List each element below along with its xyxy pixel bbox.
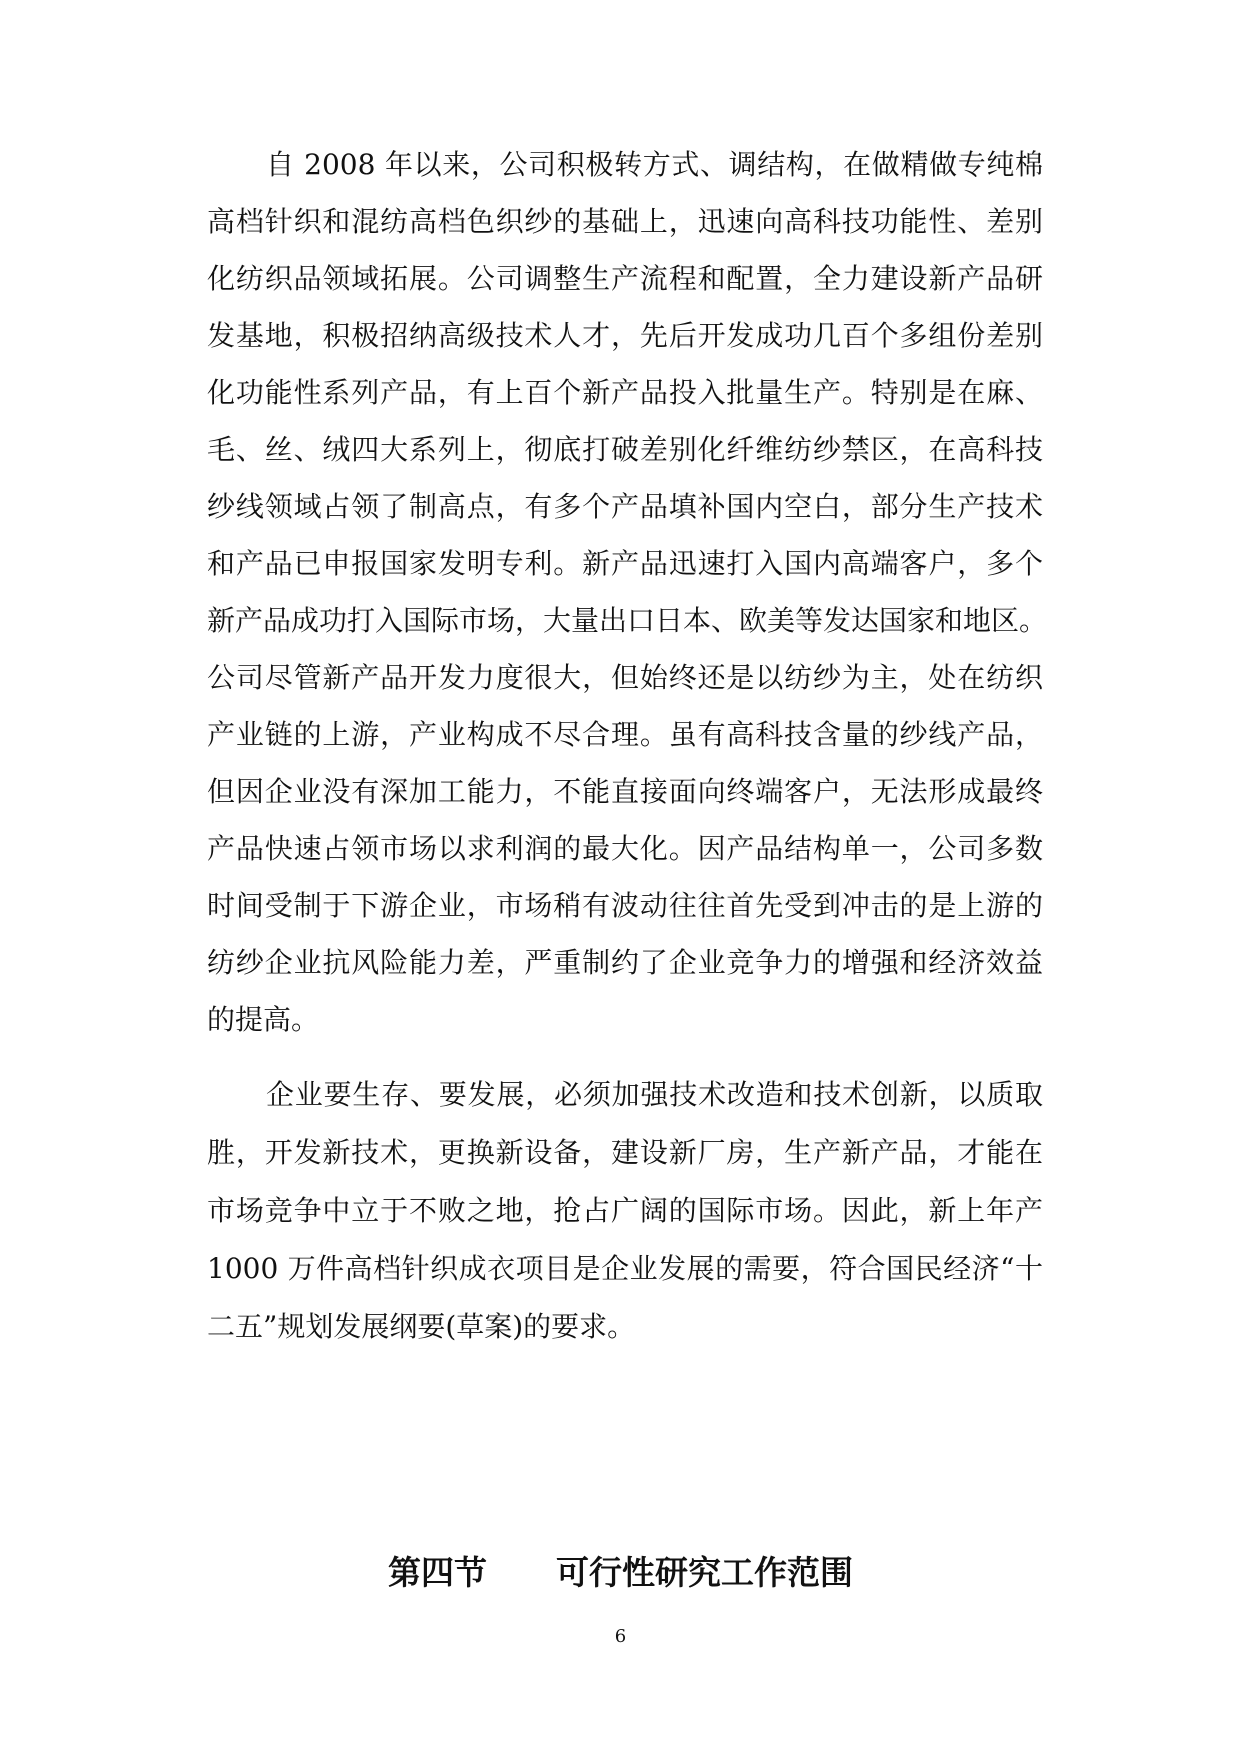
- paragraph-1-line-9: 新产品成功打入国际市场，大量出口日本、欧美等发达国家和地区。: [207, 604, 1048, 637]
- paragraph-1-line-3: 化纺织品领域拓展。公司调整生产流程和配置，全力建设新产品研: [207, 262, 1043, 295]
- paragraph-1-line-6: 毛、丝、绒四大系列上，彻底打破差别化纤维纺纱禁区，在高科技: [207, 433, 1043, 466]
- page-number: 6: [614, 1626, 627, 1647]
- paragraph-1-line-14: 时间受制于下游企业，市场稍有波动往往首先受到冲击的是上游的: [207, 889, 1043, 922]
- paragraph-1-line-8: 和产品已申报国家发明专利。新产品迅速打入国内高端客户，多个: [207, 547, 1043, 580]
- paragraph-1-line-4: 发基地，积极招纳高级技术人才，先后开发成功几百个多组份差别: [207, 319, 1043, 352]
- paragraph-2-line-1: 企业要生存、要发展，必须加强技术改造和技术创新，以质取: [266, 1078, 1043, 1111]
- paragraph-2-line-3: 市场竞争中立于不败之地，抢占广阔的国际市场。因此，新上年产: [207, 1194, 1043, 1227]
- paragraph-1-line-5: 化功能性系列产品，有上百个新产品投入批量生产。特别是在麻、: [207, 376, 1043, 409]
- paragraph-1-line-7: 纱线领域占领了制高点，有多个产品填补国内空白，部分生产技术: [207, 490, 1043, 523]
- paragraph-1-line-12: 但因企业没有深加工能力，不能直接面向终端客户，无法形成最终: [207, 775, 1043, 808]
- paragraph-1-line-1: 自 2008 年以来，公司积极转方式、调结构，在做精做专纯棉: [266, 148, 1043, 181]
- section-heading: 第四节 可行性研究工作范围: [388, 1553, 853, 1592]
- paragraph-1-line-15: 纺纱企业抗风险能力差，严重制约了企业竞争力的增强和经济效益: [207, 946, 1043, 979]
- paragraph-2-line-2: 胜，开发新技术，更换新设备，建设新厂房，生产新产品，才能在: [207, 1136, 1043, 1169]
- paragraph-1-line-2: 高档针织和混纺高档色织纱的基础上，迅速向高科技功能性、差别: [207, 205, 1043, 238]
- paragraph-2-line-4: 1000 万件高档针织成衣项目是企业发展的需要，符合国民经济“十: [207, 1252, 1043, 1285]
- paragraph-2-line-5: 二五”规划发展纲要(草案)的要求。: [207, 1310, 636, 1343]
- paragraph-1-line-10: 公司尽管新产品开发力度很大，但始终还是以纺纱为主，处在纺织: [207, 661, 1043, 694]
- paragraph-1-line-16: 的提高。: [207, 1003, 320, 1036]
- paragraph-1-line-11: 产业链的上游，产业构成不尽合理。虽有高科技含量的纱线产品，: [207, 718, 1043, 751]
- paragraph-1-line-13: 产品快速占领市场以求利润的最大化。因产品结构单一，公司多数: [207, 832, 1043, 865]
